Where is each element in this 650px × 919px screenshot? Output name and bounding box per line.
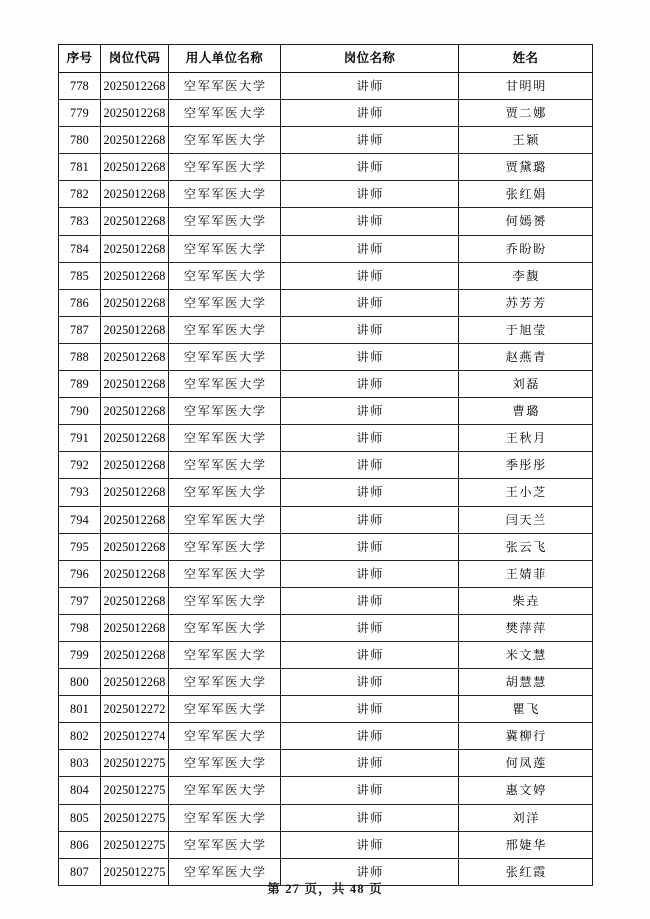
cell-unit: 空军军医大学 [169,587,281,614]
cell-name: 张红娟 [459,181,593,208]
cell-seq: 801 [59,696,101,723]
cell-post: 讲师 [281,777,459,804]
cell-post: 讲师 [281,696,459,723]
cell-name: 柴垚 [459,587,593,614]
cell-seq: 804 [59,777,101,804]
cell-seq: 781 [59,154,101,181]
cell-name: 苏芳芳 [459,289,593,316]
cell-seq: 805 [59,804,101,831]
cell-name: 刘磊 [459,371,593,398]
cell-unit: 空军军医大学 [169,127,281,154]
cell-name: 瞿飞 [459,696,593,723]
table-row [59,723,593,750]
cell-post: 讲师 [281,750,459,777]
cell-name: 曹璐 [459,398,593,425]
cell-seq: 800 [59,669,101,696]
cell-code: 2025012275 [101,858,169,885]
cell-unit: 空军军医大学 [169,831,281,858]
cell-post: 讲师 [281,316,459,343]
cell-unit: 空军军医大学 [169,614,281,641]
cell-code: 2025012268 [101,181,169,208]
cell-code: 2025012275 [101,804,169,831]
table-row [59,587,593,614]
cell-name: 何嫣赟 [459,208,593,235]
cell-unit: 空军军医大学 [169,804,281,831]
cell-code: 2025012275 [101,831,169,858]
table-row [59,398,593,425]
cell-seq: 798 [59,614,101,641]
cell-unit: 空军军医大学 [169,289,281,316]
cell-code: 2025012275 [101,777,169,804]
cell-unit: 空军军医大学 [169,560,281,587]
cell-code: 2025012268 [101,587,169,614]
cell-code: 2025012268 [101,208,169,235]
column-header-name: 姓名 [459,45,593,73]
roster-table [58,44,593,886]
cell-unit: 空军军医大学 [169,316,281,343]
cell-post: 讲师 [281,587,459,614]
cell-unit: 空军军医大学 [169,181,281,208]
cell-code: 2025012268 [101,289,169,316]
cell-post: 讲师 [281,398,459,425]
table-row [59,235,593,262]
cell-post: 讲师 [281,154,459,181]
table-row [59,831,593,858]
cell-name: 张云飞 [459,533,593,560]
cell-name: 甘明明 [459,73,593,100]
cell-code: 2025012268 [101,560,169,587]
cell-seq: 787 [59,316,101,343]
cell-unit: 空军军医大学 [169,100,281,127]
cell-name: 樊萍萍 [459,614,593,641]
table-row [59,343,593,370]
cell-post: 讲师 [281,127,459,154]
table-row [59,127,593,154]
cell-post: 讲师 [281,425,459,452]
table-row [59,669,593,696]
cell-unit: 空军军医大学 [169,398,281,425]
column-header-post: 岗位名称 [281,45,459,73]
cell-seq: 786 [59,289,101,316]
cell-post: 讲师 [281,371,459,398]
cell-unit: 空军军医大学 [169,723,281,750]
cell-name: 李馥 [459,262,593,289]
cell-post: 讲师 [281,506,459,533]
cell-name: 季彤彤 [459,452,593,479]
cell-code: 2025012268 [101,316,169,343]
cell-seq: 803 [59,750,101,777]
cell-name: 米文慧 [459,641,593,668]
cell-seq: 797 [59,587,101,614]
table-row [59,560,593,587]
cell-seq: 802 [59,723,101,750]
cell-post: 讲师 [281,831,459,858]
column-header-unit: 用人单位名称 [169,45,281,73]
cell-post: 讲师 [281,235,459,262]
cell-code: 2025012268 [101,533,169,560]
cell-seq: 799 [59,641,101,668]
cell-post: 讲师 [281,804,459,831]
cell-name: 贾二娜 [459,100,593,127]
cell-name: 贾黛璐 [459,154,593,181]
cell-unit: 空军军医大学 [169,777,281,804]
table-header [59,45,593,73]
table-row [59,750,593,777]
cell-code: 2025012272 [101,696,169,723]
cell-seq: 785 [59,262,101,289]
cell-post: 讲师 [281,452,459,479]
cell-post: 讲师 [281,208,459,235]
cell-seq: 791 [59,425,101,452]
cell-seq: 792 [59,452,101,479]
cell-code: 2025012268 [101,641,169,668]
table-row [59,73,593,100]
cell-code: 2025012268 [101,614,169,641]
cell-name: 王小芝 [459,479,593,506]
cell-seq: 790 [59,398,101,425]
table-row [59,371,593,398]
cell-name: 胡慧慧 [459,669,593,696]
cell-code: 2025012268 [101,154,169,181]
cell-name: 何凤莲 [459,750,593,777]
cell-unit: 空军军医大学 [169,235,281,262]
column-header-seq: 序号 [59,45,101,73]
cell-code: 2025012268 [101,425,169,452]
cell-code: 2025012268 [101,452,169,479]
cell-unit: 空军军医大学 [169,750,281,777]
cell-code: 2025012275 [101,750,169,777]
cell-post: 讲师 [281,669,459,696]
cell-seq: 794 [59,506,101,533]
cell-unit: 空军军医大学 [169,262,281,289]
cell-code: 2025012268 [101,479,169,506]
cell-post: 讲师 [281,533,459,560]
cell-seq: 795 [59,533,101,560]
table-row [59,506,593,533]
table-row [59,100,593,127]
table-row [59,777,593,804]
cell-post: 讲师 [281,479,459,506]
cell-post: 讲师 [281,343,459,370]
cell-seq: 788 [59,343,101,370]
cell-code: 2025012274 [101,723,169,750]
cell-code: 2025012268 [101,506,169,533]
table-row [59,289,593,316]
table-row [59,154,593,181]
cell-code: 2025012268 [101,398,169,425]
cell-seq: 783 [59,208,101,235]
cell-seq: 806 [59,831,101,858]
cell-post: 讲师 [281,262,459,289]
cell-name: 乔盼盼 [459,235,593,262]
table-row [59,262,593,289]
table-row [59,208,593,235]
cell-post: 讲师 [281,73,459,100]
cell-seq: 782 [59,181,101,208]
cell-unit: 空军军医大学 [169,208,281,235]
table-row [59,425,593,452]
table-row [59,316,593,343]
cell-name: 惠文婷 [459,777,593,804]
cell-unit: 空军军医大学 [169,425,281,452]
column-header-code: 岗位代码 [101,45,169,73]
table-body [59,73,593,886]
page-footer: 第 27 页，共 48 页 [267,882,383,896]
cell-unit: 空军军医大学 [169,452,281,479]
cell-code: 2025012268 [101,343,169,370]
table-row [59,804,593,831]
table-row [59,696,593,723]
table-row [59,479,593,506]
cell-seq: 780 [59,127,101,154]
cell-name: 王婧菲 [459,560,593,587]
cell-seq: 793 [59,479,101,506]
cell-post: 讲师 [281,560,459,587]
cell-name: 于旭莹 [459,316,593,343]
table-row [59,181,593,208]
cell-unit: 空军军医大学 [169,73,281,100]
cell-unit: 空军军医大学 [169,696,281,723]
cell-post: 讲师 [281,641,459,668]
cell-unit: 空军军医大学 [169,371,281,398]
cell-seq: 796 [59,560,101,587]
cell-unit: 空军军医大学 [169,858,281,885]
cell-post: 讲师 [281,858,459,885]
roster-table-container [58,44,592,886]
cell-seq: 778 [59,73,101,100]
cell-post: 讲师 [281,723,459,750]
table-row [59,533,593,560]
cell-unit: 空军军医大学 [169,506,281,533]
cell-post: 讲师 [281,181,459,208]
table-row [59,452,593,479]
cell-seq: 789 [59,371,101,398]
cell-unit: 空军军医大学 [169,533,281,560]
cell-code: 2025012268 [101,262,169,289]
cell-code: 2025012268 [101,235,169,262]
cell-name: 邢婕华 [459,831,593,858]
cell-name: 赵燕青 [459,343,593,370]
cell-post: 讲师 [281,100,459,127]
cell-code: 2025012268 [101,371,169,398]
cell-seq: 779 [59,100,101,127]
cell-name: 张红霞 [459,858,593,885]
cell-unit: 空军军医大学 [169,343,281,370]
cell-seq: 784 [59,235,101,262]
cell-unit: 空军军医大学 [169,641,281,668]
cell-name: 刘洋 [459,804,593,831]
cell-name: 冀柳行 [459,723,593,750]
cell-name: 王秋月 [459,425,593,452]
cell-code: 2025012268 [101,100,169,127]
table-row [59,614,593,641]
cell-unit: 空军军医大学 [169,669,281,696]
cell-unit: 空军军医大学 [169,154,281,181]
cell-code: 2025012268 [101,73,169,100]
cell-name: 闫天兰 [459,506,593,533]
cell-post: 讲师 [281,289,459,316]
cell-seq: 807 [59,858,101,885]
cell-name: 王颖 [459,127,593,154]
table-header-row [59,45,593,73]
table-row [59,641,593,668]
cell-code: 2025012268 [101,127,169,154]
cell-code: 2025012268 [101,669,169,696]
cell-unit: 空军军医大学 [169,479,281,506]
cell-post: 讲师 [281,614,459,641]
